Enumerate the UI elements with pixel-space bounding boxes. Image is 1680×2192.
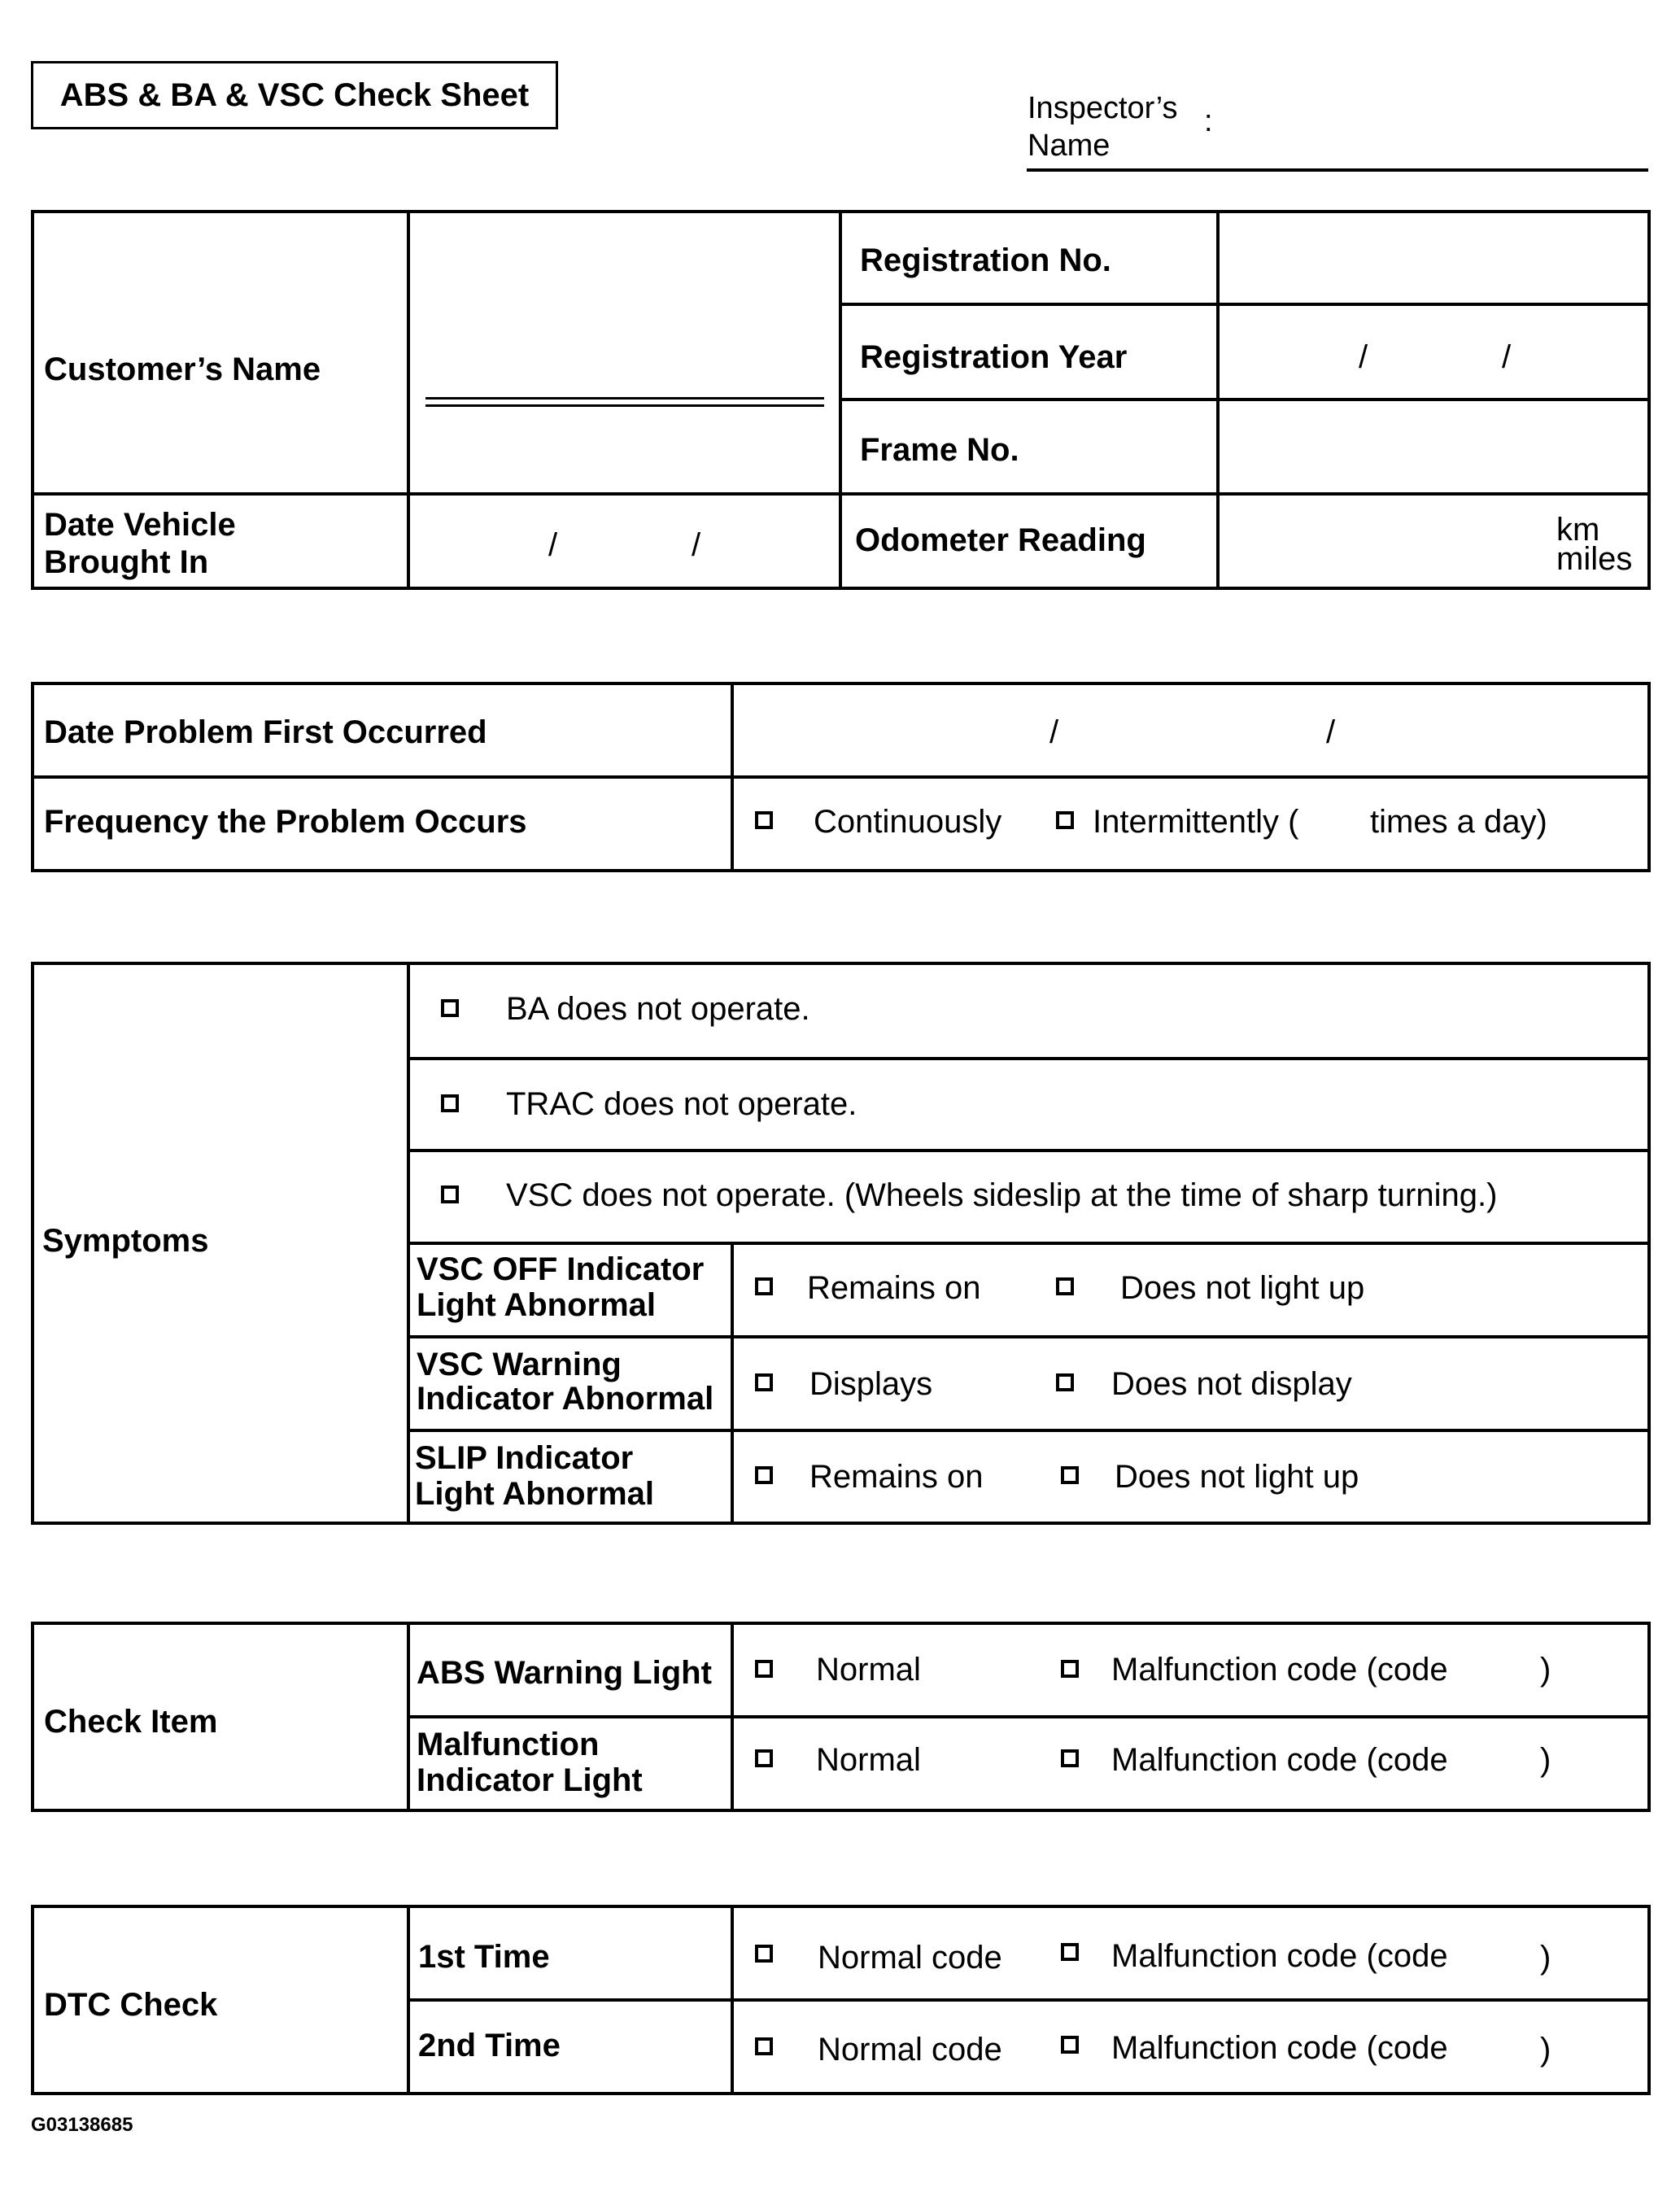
- vsc-checkbox[interactable]: [441, 1186, 459, 1203]
- normal-code-label: Normal code: [818, 1940, 1002, 1976]
- trac-checkbox[interactable]: [441, 1094, 459, 1112]
- date-slash: /: [692, 527, 701, 563]
- second-normal-checkbox[interactable]: [755, 2037, 773, 2055]
- slip-indicator-label: SLIP Indicator Light Abnormal: [415, 1440, 655, 1512]
- continuously-label: Continuously: [814, 804, 1002, 840]
- close-paren: ): [1540, 1742, 1551, 1778]
- ba-checkbox[interactable]: [441, 999, 459, 1017]
- continuously-checkbox[interactable]: [755, 811, 773, 829]
- check-item-label: Check Item: [44, 1704, 218, 1740]
- vsc-warning-displays-checkbox[interactable]: [755, 1373, 773, 1391]
- inspector-name-label: Inspector’s Name: [1028, 91, 1178, 163]
- date-first-occurred-label: Date Problem First Occurred: [44, 714, 487, 750]
- mil-malfunction-checkbox[interactable]: [1061, 1749, 1079, 1767]
- abs-normal-checkbox[interactable]: [755, 1660, 773, 1678]
- vsc-warning-not-display-checkbox[interactable]: [1056, 1373, 1074, 1391]
- close-paren: ): [1540, 1940, 1551, 1976]
- odometer-label: Odometer Reading: [855, 522, 1146, 558]
- malfunction-code-label: Malfunction code (code: [1111, 1938, 1448, 1974]
- vsc-off-not-light-checkbox[interactable]: [1056, 1277, 1074, 1295]
- intermittently-checkbox[interactable]: [1056, 811, 1074, 829]
- date-slash: /: [1049, 714, 1059, 750]
- sheet-title: ABS & BA & VSC Check Sheet: [31, 61, 558, 129]
- close-paren: ): [1540, 1652, 1551, 1688]
- remains-on-label: Remains on: [809, 1459, 984, 1495]
- malfunction-code-label: Malfunction code (code: [1111, 1742, 1448, 1778]
- symptoms-label: Symptoms: [42, 1223, 209, 1259]
- frequency-label: Frequency the Problem Occurs: [44, 804, 527, 840]
- malfunction-indicator-light-label: Malfunction Indicator Light: [417, 1727, 643, 1798]
- second-malfunction-checkbox[interactable]: [1061, 2036, 1079, 2054]
- normal-code-label: Normal code: [818, 2032, 1002, 2068]
- first-malfunction-checkbox[interactable]: [1061, 1943, 1079, 1961]
- inspector-name-field[interactable]: [1027, 168, 1648, 172]
- registration-no-label: Registration No.: [860, 242, 1111, 278]
- figure-code: G03138685: [31, 2114, 133, 2136]
- malfunction-code-label: Malfunction code (code: [1111, 1652, 1448, 1688]
- date-brought-in-label: Date Vehicle Brought In: [44, 507, 236, 580]
- vsc-warning-indicator-label: VSC Warning Indicator Abnormal: [417, 1347, 714, 1417]
- displays-label: Displays: [809, 1366, 933, 1402]
- date-slash: /: [1326, 714, 1336, 750]
- registration-year-label: Registration Year: [860, 339, 1128, 375]
- miles-unit: miles: [1556, 541, 1633, 577]
- close-paren: ): [1540, 2032, 1551, 2068]
- vsc-off-remains-on-checkbox[interactable]: [755, 1277, 773, 1295]
- intermittently-label: Intermittently (: [1093, 804, 1299, 840]
- inspector-colon: :: [1204, 104, 1213, 138]
- second-time-label: 2nd Time: [418, 2028, 561, 2063]
- remains-on-label: Remains on: [807, 1270, 981, 1306]
- vsc-label: VSC does not operate. (Wheels sideslip at the time of sharp turning.): [506, 1177, 1498, 1213]
- vsc-off-indicator-label: VSC OFF Indicator Light Abnormal: [417, 1251, 705, 1323]
- date-slash: /: [1359, 339, 1368, 375]
- first-normal-checkbox[interactable]: [755, 1945, 773, 1963]
- slip-not-light-checkbox[interactable]: [1061, 1466, 1079, 1484]
- does-not-display-label: Does not display: [1111, 1366, 1352, 1402]
- mil-normal-checkbox[interactable]: [755, 1749, 773, 1767]
- km-unit: km: [1556, 512, 1600, 548]
- normal-label: Normal: [816, 1742, 921, 1778]
- customer-name-label: Customer’s Name: [44, 352, 321, 387]
- abs-warning-light-label: ABS Warning Light: [417, 1655, 712, 1691]
- does-not-light-up-label: Does not light up: [1115, 1459, 1359, 1495]
- date-slash: /: [548, 527, 558, 563]
- times-a-day-label: times a day): [1370, 804, 1547, 840]
- slip-remains-on-checkbox[interactable]: [755, 1466, 773, 1484]
- does-not-light-up-label: Does not light up: [1120, 1270, 1365, 1306]
- first-time-label: 1st Time: [418, 1939, 550, 1975]
- date-slash: /: [1502, 339, 1512, 375]
- customer-name-field[interactable]: [425, 397, 824, 400]
- trac-label: TRAC does not operate.: [506, 1086, 857, 1122]
- abs-malfunction-checkbox[interactable]: [1061, 1660, 1079, 1678]
- dtc-check-label: DTC Check: [44, 1987, 218, 2023]
- frame-no-label: Frame No.: [860, 432, 1019, 468]
- malfunction-code-label: Malfunction code (code: [1111, 2030, 1448, 2066]
- normal-label: Normal: [816, 1652, 921, 1688]
- ba-label: BA does not operate.: [506, 991, 810, 1027]
